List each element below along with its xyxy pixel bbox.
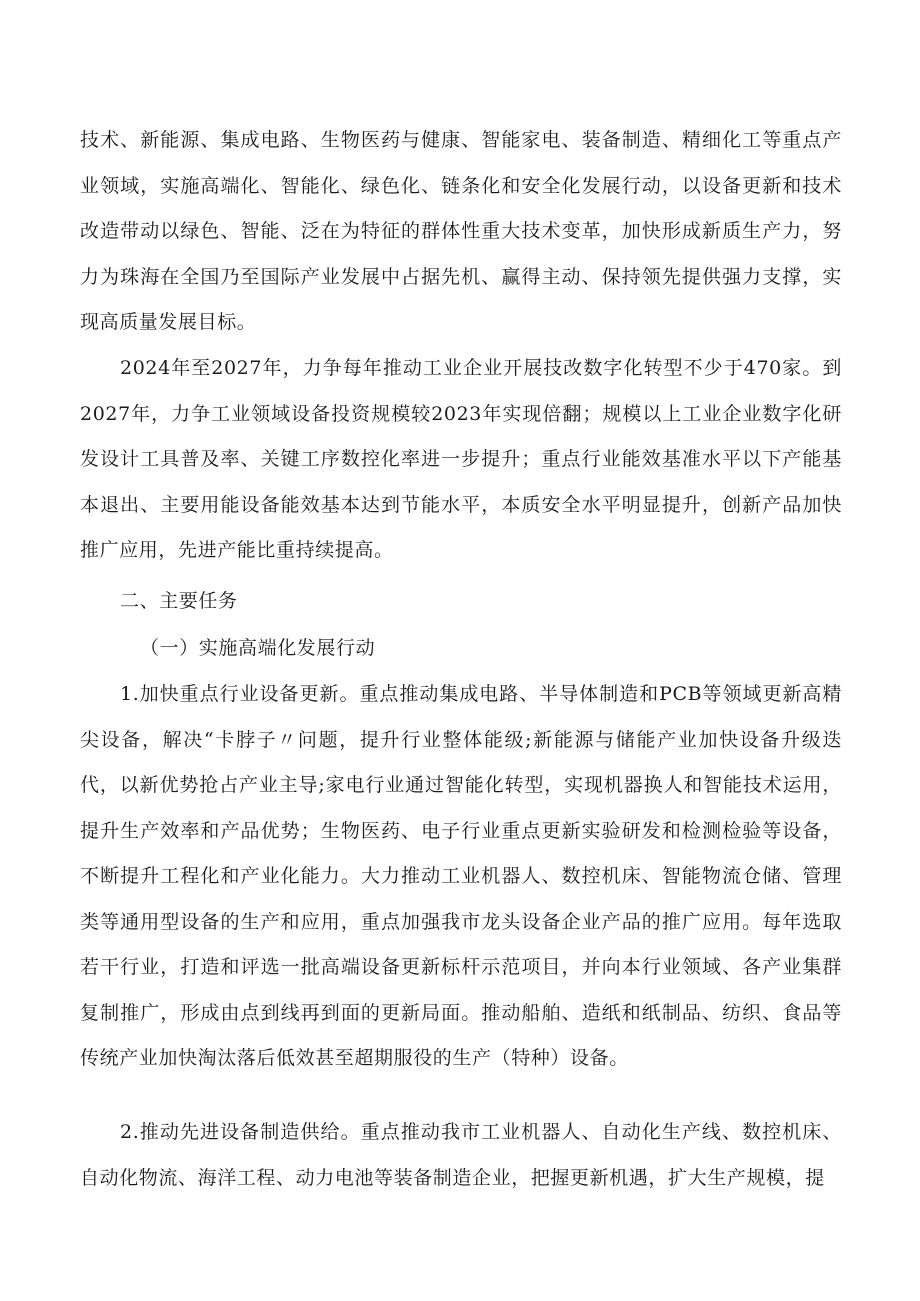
section-heading-main-tasks: 二、主要任务 [120,590,238,612]
paragraph-advanced-equipment-supply: 2.推动先进设备制造供给。重点推动我市工业机器人、自动化生产线、数控机床、自动化物流、海洋工程、动力电池等装备制造企业，把握更新机遇，扩大生产规模，提 [80,1121,842,1189]
paragraph-industry-fields: 技术、新能源、集成电路、生物医药与健康、智能家电、装备制造、精细化工等重点产业领域，实施高端化、智能化、绿色化、链条化和安全化发展行动，以设备更新和技术改造带动以绿色、智能、泛在为特征的群体性重大技术变革，加快形成新质生产力，努力为珠海在全国乃至国际产业发展中占据先机、赢得主动、保持领先提供强力支撑，实现高质量发展目标。 [80,129,842,333]
subsection-heading-high-end: （一）实施高端化发展行动 [140,637,376,659]
paragraph-targets-2024-2027: 2024年至2027年，力争每年推动工业企业开展技改数字化转型不少于470家。到2027年，力争工业领域设备投资规模较2023年实现倍翻；规模以上工业企业数字化研发设计工具普及率、关键工序数控化率进一步提升；重点行业能效基准水平以下产能基本退出、主要用能设备能效基本达到节能水平，本质安全水平明显提升，创新产品加快推广应用，先进产能比重持续提高。 [80,357,842,561]
paragraph-equipment-upgrade: 1.加快重点行业设备更新。重点推动集成电路、半导体制造和PCB等领域更新高精尖设备，解决“卡脖子〃问题，提升行业整体能级;新能源与储能产业加快设备升级迭代，以新优势抢占产业主导;家电行业通过智能化转型，实现机器换人和智能技术运用，提升生产效率和产品优势；生物医药、电子行业重点更新实验研发和检测检验等设备，不断提升工程化和产业化能力。大力推动工业机器人、数控机床、智能物流仓储、管理类等通用型设备的生产和应用，重点加强我市龙头设备企业产品的推广应用。每年选取若干行业，打造和评选一批高端设备更新标杆示范项目，并向本行业领域、各产业集群复制推广，形成由点到线再到面的更新局面。推动船舶、造纸和纸制品、纺织、食品等传统产业加快淘汰落后低效甚至超期服役的生产（特种）设备。 [80,683,842,1069]
